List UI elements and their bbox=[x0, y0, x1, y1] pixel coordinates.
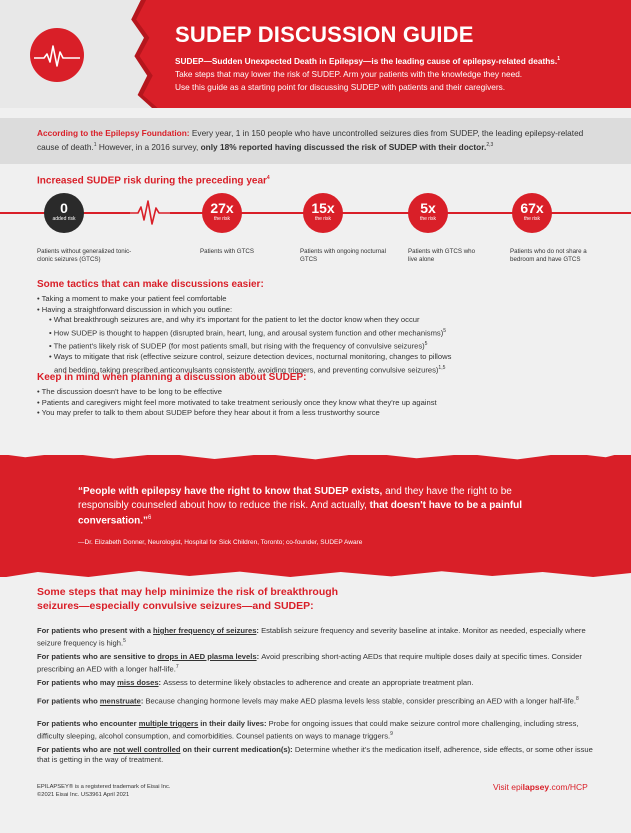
risk-label-nocturnal: Patients with ongoing nocturnal GTCS bbox=[300, 248, 386, 263]
list-item: • What breakthrough seizures are, and why it's important for the patient to let the doctor know when they occur bbox=[49, 315, 420, 325]
visit-link[interactable]: Visit epilapsey.com/HCP bbox=[493, 782, 588, 792]
risk-circle-none: 0 added risk bbox=[44, 193, 84, 233]
header-line-2: Take steps that may lower the risk of SUDEP. Arm your patients with the knowledge they need. bbox=[175, 69, 523, 79]
list-item: and bedding, taking prescribed anticonvulsants consistently, avoiding triggers, and preventing convulsive seizures)$^{1,5}$ bbox=[54, 364, 446, 375]
list-item: • You may prefer to talk to them about SUDEP before they hear about it from a less trustworthy source bbox=[37, 408, 380, 418]
tactics-list bbox=[37, 294, 451, 376]
header-line-3: Use this guide as a starting point for discussing SUDEP with patients and their caregivers. bbox=[175, 82, 506, 92]
risk-label-bedroom: Patients who do not share a bedroom and have GTCS bbox=[510, 248, 587, 263]
list-item: • Ways to mitigate that risk (effective seizure control, seizure detection devices, nocturnal monitoring, changes to pillows bbox=[49, 352, 452, 362]
risk-label-alone: Patients with GTCS who live alone bbox=[408, 248, 476, 263]
step-item: For patients who menstruate: Because changing hormone levels may make AED plasma levels less stable, consider prescribing an AED with a longer half-life.$^8$ bbox=[37, 696, 579, 706]
header-band bbox=[0, 0, 631, 108]
step-item: For patients who encounter multiple triggers in their daily lives: Probe for ongoing issues that could make seizure control more challenging, including stress, difficulty sleeping, alcohol consumption, and comorbidities. Counsel patients on ways to manage triggers.$^9$ bbox=[37, 719, 579, 741]
heartbeat-logo-icon bbox=[30, 28, 84, 82]
steps-title: Some steps that may help minimize the risk of breakthrough seizures—especially convulsive seizures—and SUDEP: bbox=[37, 586, 339, 612]
page-title: SUDEP DISCUSSION GUIDE bbox=[175, 22, 474, 47]
risk-label-gtcs: Patients with GTCS bbox=[200, 248, 254, 255]
footer-legal: EPILAPSEY® is a registered trademark of Eisai Inc. ©2021 Eisai Inc. US3961 April 2021 bbox=[37, 784, 171, 798]
list-item: • Having a straightforward discussion in which you outline: bbox=[37, 304, 233, 314]
risk-circle-alone: 5x the risk bbox=[408, 193, 448, 233]
quote-attribution: —Dr. Elizabeth Donner, Neurologist, Hospital for Sick Children, Toronto; co-founder, SUDEP Aware bbox=[78, 539, 363, 546]
risk-circle-gtcs: 27x the risk bbox=[202, 193, 242, 233]
list-item: • Patients and caregivers might feel more motivated to take treatment seriously once they know what they're up against bbox=[37, 397, 437, 407]
quote: “People with epilepsy have the right to know that SUDEP exists, and they have the right to be responsibly counseled about how to reduce the risk. And actually, that doesn't have to be a painful conversation.”$^6$ bbox=[78, 486, 523, 527]
heartbeat-line-icon bbox=[130, 198, 170, 228]
risk-section-title: Increased SUDEP risk during the preceding year$^4$ bbox=[37, 175, 270, 187]
keep-title: Keep in mind when planning a discussion about SUDEP: bbox=[37, 372, 307, 383]
step-item: For patients who may miss doses: Assess to determine likely obstacles to adherence and create an appropriate treatment plan. bbox=[37, 678, 474, 687]
step-item: For patients who are sensitive to drops in AED plasma levels: Avoid prescribing short-acting AEDs that require multiple doses daily at specific times. Consider prescribing an AED with a longer half-life.$^7$ bbox=[37, 652, 582, 674]
step-item: For patients who present with a higher frequency of seizures: Establish seizure frequency and severity baseline at intake. Monitor as needed, especially where seizure frequency is high.$^5$ bbox=[37, 626, 586, 648]
list-item: • The discussion doesn't have to be long to be effective bbox=[37, 387, 222, 396]
risk-circle-nocturnal: 15x the risk bbox=[303, 193, 343, 233]
risk-circle-bedroom: 67x the risk bbox=[512, 193, 552, 233]
header-subtitle: SUDEP—Sudden Unexpected Death in Epilepsy—is the leading cause of epilepsy-related deaths.$^1$ bbox=[175, 56, 560, 66]
step-item: For patients who are not well controlled on their current medication(s): Determine whether it's the medication itself, adherence, side effects, or some other issue that is getting in the way of treatment. bbox=[37, 745, 593, 765]
intro-paragraph: According to the Epilepsy Foundation: Every year, 1 in 150 people who have uncontrolled seizures dies from SUDEP, the leading epilepsy-related cause of death.$^1$ However, in a 2016 survey, only 18% reported having discussed the risk of SUDEP with their doctor.$^{2,3}$ bbox=[37, 128, 584, 152]
list-item: • Taking a moment to make your patient feel comfortable bbox=[37, 294, 227, 303]
keep-list bbox=[37, 387, 437, 419]
risk-label-none: Patients without generalized tonic-clonic seizures (GTCS) bbox=[37, 248, 132, 263]
list-item: • The patient's likely risk of SUDEP (for most patients small, but rising with the frequency of convulsive seizures)$^5$ bbox=[49, 340, 428, 351]
tactics-title: Some tactics that can make discussions easier: bbox=[37, 279, 264, 290]
list-item: • How SUDEP is thought to happen (disrupted brain, heart, lung, and arousal system function and other mechanisms)$^5$ bbox=[49, 327, 447, 338]
